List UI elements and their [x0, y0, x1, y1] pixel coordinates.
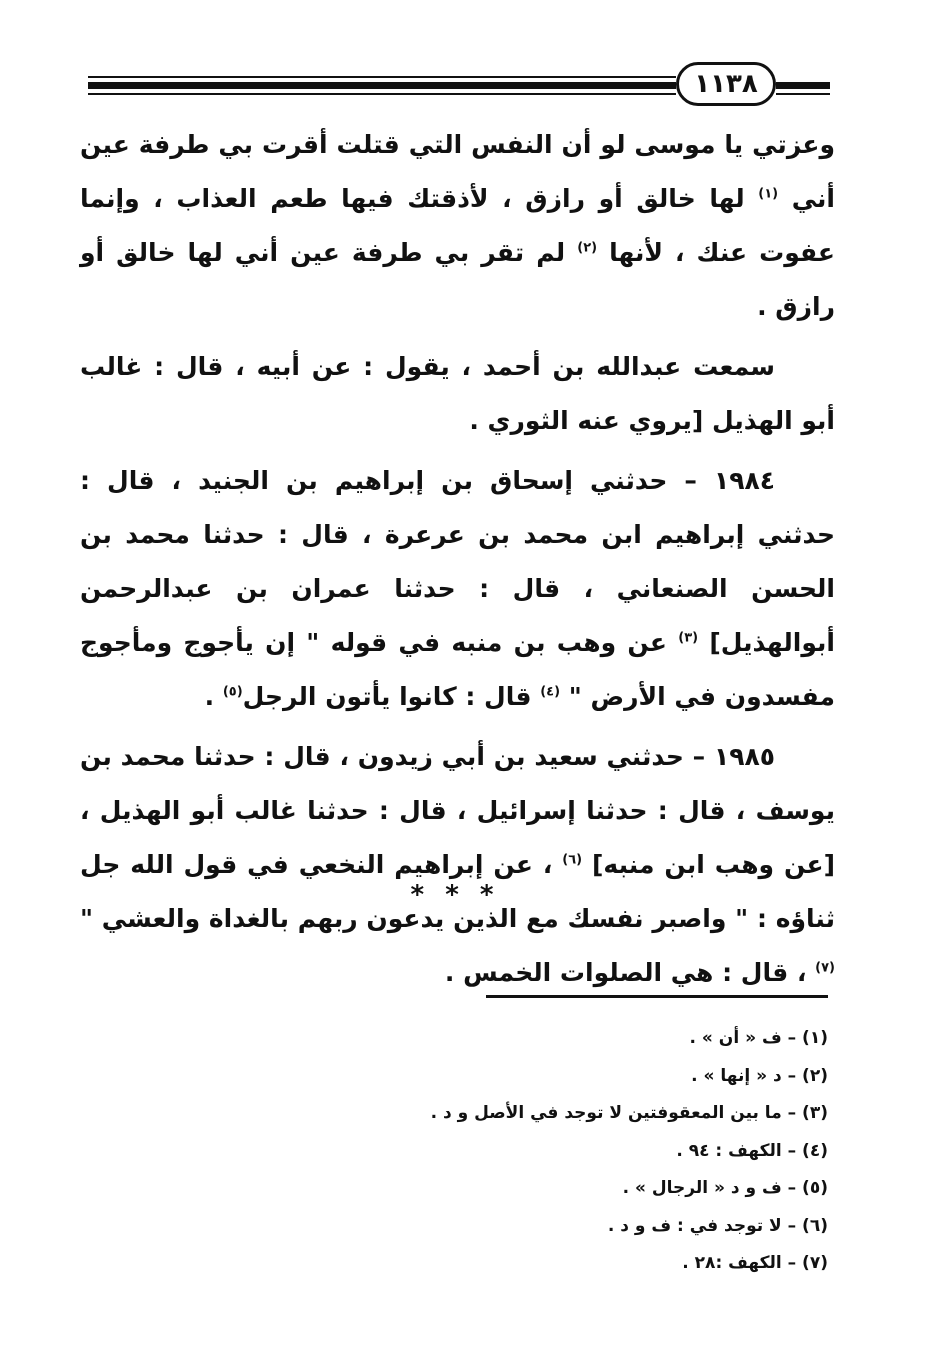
page-header [88, 62, 830, 112]
footnote: (٣) – ما بين المعقوفتين لا توجد في الأصل و د . [430, 1103, 828, 1123]
footnotes [300, 1020, 828, 1283]
text-segment: وعزتي يا موسى لو أن النفس التي قتلت أقرت بي طرفة عين أني [80, 130, 835, 213]
footnote-marker: (٦) [562, 852, 583, 868]
footnote-marker: (٣) [678, 630, 699, 646]
footnote-marker: (٥) [222, 684, 243, 700]
footnote: (١) – ف « أن » . [689, 1028, 828, 1048]
text-segment: ١٩٨٥ – حدثني سعيد بن أبي زيدون ، قال : حدثنا محمد بن يوسف ، قال : حدثنا إسرائيل ، قال : حدثنا غالب أبو الهذيل ، [عن وهب ابن منبه] [80, 742, 835, 879]
footnote: (٤) – الكهف : ٩٤ . [676, 1140, 828, 1161]
text-segment: ، قال : هي الصلوات الخمس . [444, 958, 816, 987]
footnote-divider [486, 995, 828, 998]
main-text [80, 118, 835, 1006]
page-number: ١١٣٨ [676, 62, 776, 106]
header-rule-thin-top [88, 76, 676, 78]
footnote: (٦) – لا توجد في : ف و د . [607, 1215, 828, 1236]
footnote: (٥) – ف و د « الرجال » . [622, 1178, 828, 1198]
footnote: (٧) – الكهف :٢٨ . [682, 1253, 828, 1273]
footnote-marker: (٧) [815, 960, 835, 976]
text-segment: لها خالق أو رازق ، لأذقتك فيها طعم العذاب ، وإنما عفوت عنك ، لأنها [80, 184, 836, 267]
text-segment: سمعت عبدالله بن أحمد ، يقول : عن أبيه ، قال : غالب أبو الهذيل [يروي عنه الثوري . [80, 352, 835, 435]
paragraph [80, 340, 835, 448]
header-rule-right-thin [776, 93, 830, 95]
paragraph [80, 730, 835, 1000]
paragraph [80, 118, 835, 334]
header-rule-right [776, 82, 830, 89]
footnote-marker: (٤) [540, 684, 561, 700]
text-segment: ١٩٨٤ – حدثني إسحاق بن إبراهيم بن الجنيد ، قال : حدثني إبراهيم ابن محمد بن عرعرة ، قال : حدثنا محمد بن الحسن الصنعاني ، قال : حدثنا عمران بن عبدالرحمن أبوالهذيل] [80, 466, 835, 657]
text-segment: . [204, 682, 223, 711]
text-segment: ، عن إبراهيم النخعي في قول الله جل ثناؤه : " واصبر نفسك مع الذين يدعون ربهم بالغداة والعشي " [80, 850, 835, 933]
text-segment: عن وهب بن منبه في قوله " إن يأجوج ومأجوج مفسدون في الأرض " [80, 628, 835, 711]
footnote-marker: (١) [758, 186, 779, 202]
section-separator: * * * [410, 880, 500, 910]
header-rule-thin-bottom [88, 93, 676, 95]
text-segment: لم تقر بي طرفة عين أني لها خالق أو رازق . [80, 238, 835, 321]
footnote: (٢) – د « إنها » . [691, 1065, 828, 1086]
header-rule-thick [88, 82, 676, 89]
paragraph [80, 454, 835, 724]
text-segment: قال : كانوا يأتون الرجل [242, 682, 541, 711]
footnote-marker: (٢) [577, 240, 598, 256]
